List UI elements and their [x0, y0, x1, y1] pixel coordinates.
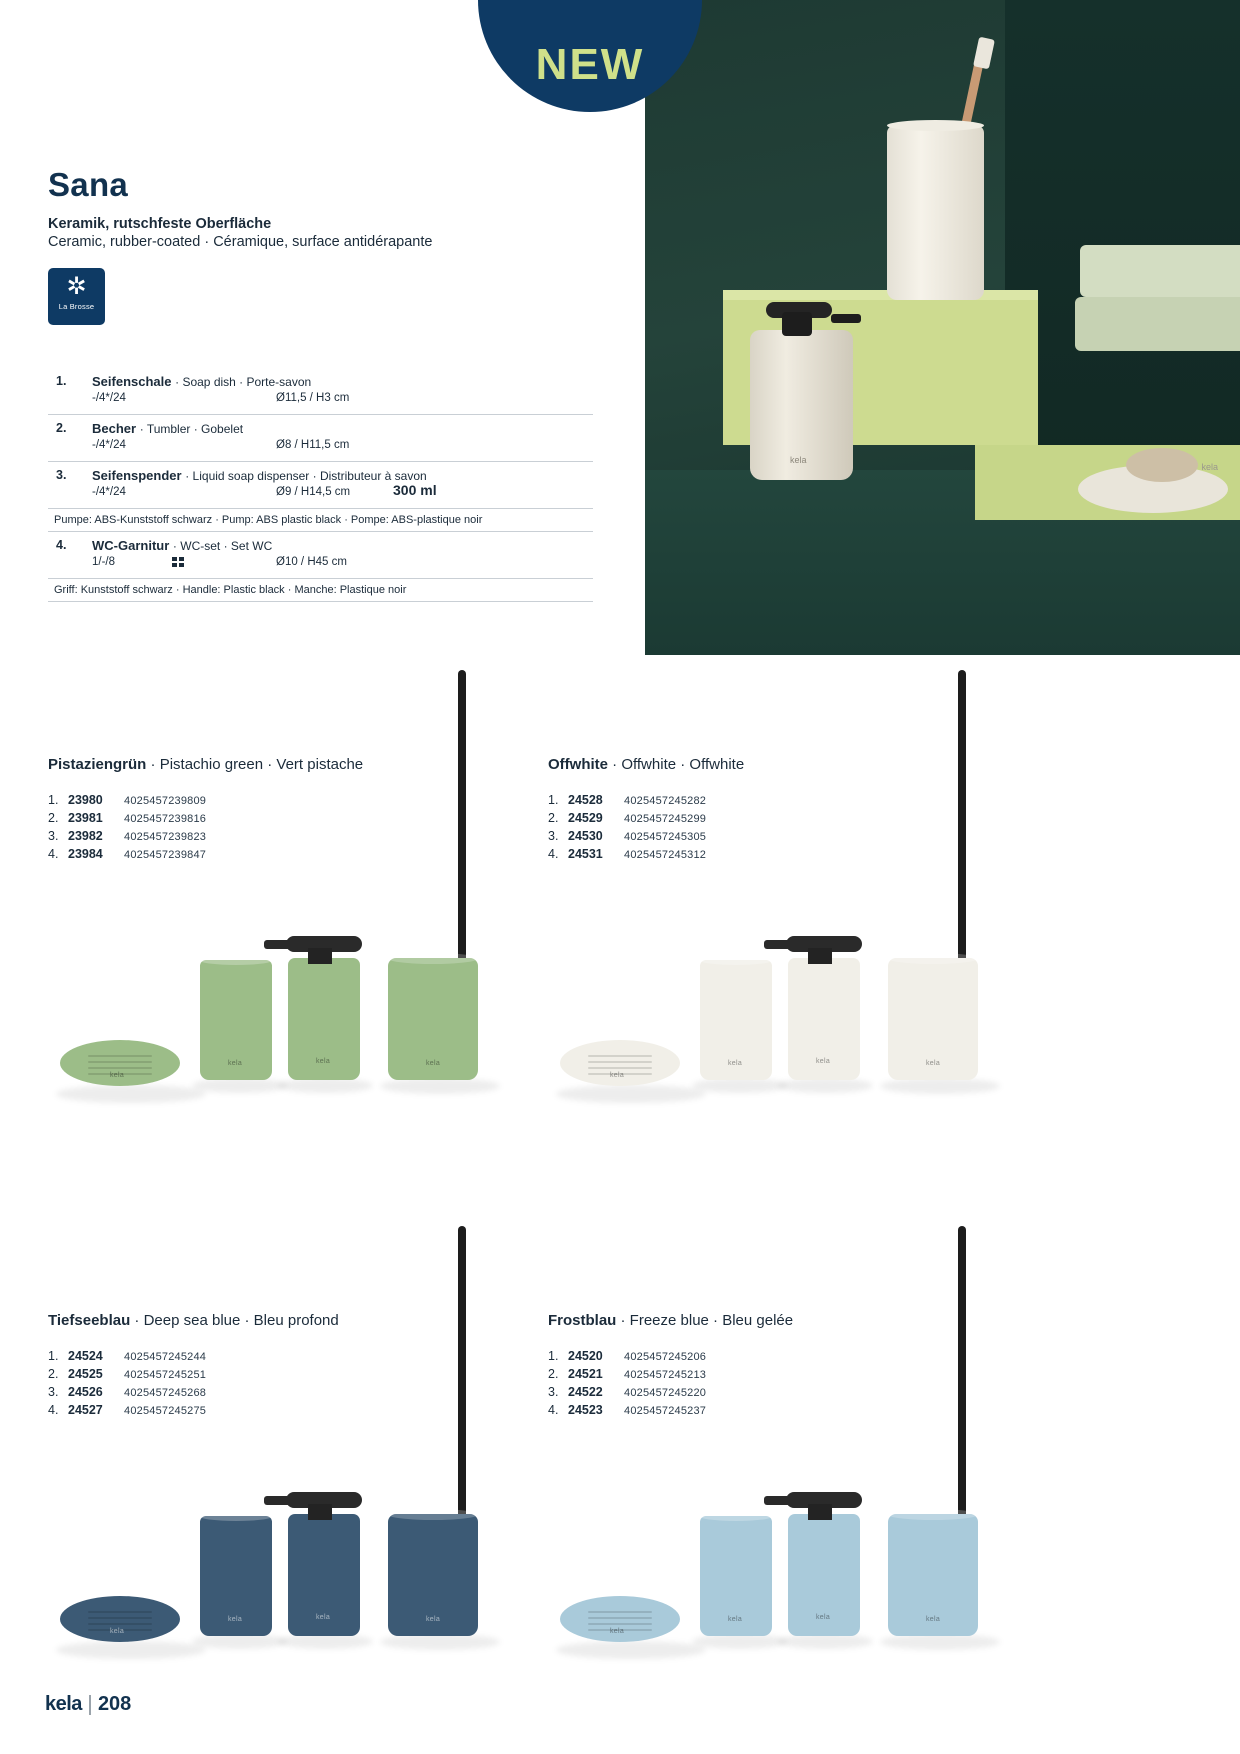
product-shadow: [192, 1078, 287, 1093]
product-logo: kela: [816, 1614, 831, 1621]
product-shadow: [880, 1078, 1000, 1094]
brush-icon: ✲: [66, 273, 87, 300]
wc-brush-handle: [958, 670, 966, 1000]
product-wc-set: [388, 958, 478, 1080]
hero-soap-bar: [1126, 448, 1198, 482]
row-name-translations: · Liquid soap dispenser · Distributeur à savon: [185, 469, 427, 483]
series-header: [48, 166, 593, 250]
soap-dish-ridges: [588, 1611, 652, 1628]
table-row: [48, 368, 593, 415]
dispenser-pump-neck: [308, 948, 332, 964]
product-soap-dish: [60, 1596, 180, 1642]
ean-code: 4025457245220: [624, 1387, 707, 1399]
article-number: 24528: [568, 793, 603, 807]
product-logo: kela: [728, 1060, 743, 1067]
table-row: [48, 532, 593, 579]
row-number: 4.: [56, 538, 67, 552]
ean-code: 4025457245268: [124, 1387, 207, 1399]
article-number: 23980: [68, 793, 103, 807]
row-number: 3.: [56, 468, 67, 482]
product-logo: kela: [728, 1616, 743, 1623]
ean-code: 4025457245312: [624, 849, 707, 861]
la-brosse-label: La Brosse: [58, 302, 95, 311]
product-shadow: [692, 1634, 787, 1649]
item-index: 4.: [48, 1403, 59, 1417]
product-logo: kela: [610, 1628, 625, 1635]
row-name-translations: · Tumbler · Gobelet: [139, 422, 244, 436]
product-group-offwhite: [530, 640, 1000, 1079]
hero-kela-mark-right: kela: [1201, 462, 1218, 472]
page-number: 208: [97, 1693, 132, 1715]
item-index: 2.: [548, 1367, 559, 1381]
table-note: [48, 579, 593, 602]
footer-divider: [89, 1695, 91, 1715]
ean-code: 4025457245275: [124, 1405, 207, 1417]
item-index: 1.: [48, 1349, 59, 1363]
dispenser-pump-neck: [808, 1504, 832, 1520]
new-badge-label: NEW: [535, 40, 645, 89]
variant-color-translations: · Freeze blue · Bleu gelée: [616, 1312, 794, 1329]
product-shadow: [692, 1078, 787, 1093]
product-wc-set: [888, 1514, 978, 1636]
product-logo: kela: [316, 1614, 331, 1621]
product-shadow: [56, 1085, 206, 1103]
product-wc-set: [888, 958, 978, 1080]
pallet-icon: [172, 557, 185, 568]
article-number: 23982: [68, 829, 103, 843]
dispenser-nozzle: [264, 1496, 292, 1505]
product-logo: kela: [110, 1072, 125, 1079]
product-logo: kela: [610, 1072, 625, 1079]
product-wc-set: [388, 1514, 478, 1636]
row-dimensions: Ø10 / H45 cm: [276, 556, 347, 568]
item-index: 3.: [48, 1385, 59, 1399]
hero-tumbler: [887, 125, 984, 300]
product-shadow: [192, 1634, 287, 1649]
item-index: 3.: [548, 1385, 559, 1399]
wc-brush-handle: [958, 1226, 966, 1556]
item-index: 2.: [48, 811, 59, 825]
wc-brush-handle: [458, 670, 466, 1000]
item-index: 1.: [548, 1349, 559, 1363]
hero-product-photo: [645, 0, 1240, 655]
product-logo: kela: [426, 1060, 441, 1067]
item-index: 1.: [48, 793, 59, 807]
row-volume: 300 ml: [393, 482, 437, 498]
product-soap-dish: [560, 1596, 680, 1642]
specification-table: [48, 368, 593, 602]
row-name: [92, 374, 311, 389]
article-number: 24531: [568, 847, 603, 861]
soap-dish-ridges: [88, 1055, 152, 1072]
product-logo: kela: [316, 1058, 331, 1065]
variant-color-name: Offwhite: [548, 756, 608, 773]
item-index: 4.: [48, 847, 59, 861]
ean-code: 4025457245213: [624, 1369, 707, 1381]
page-title: Sana: [48, 166, 129, 203]
row-name-translations: · Soap dish · Porte-savon: [175, 375, 312, 389]
article-number: 24522: [568, 1385, 603, 1399]
article-number: 23981: [68, 811, 103, 825]
dispenser-nozzle: [264, 940, 292, 949]
dispenser-pump-neck: [308, 1504, 332, 1520]
handle-material-note: Griff: Kunststoff schwarz · Handle: Plastic black · Manche: Plastique noir: [54, 584, 407, 596]
article-number: 24525: [68, 1367, 103, 1381]
row-name: [92, 421, 243, 436]
product-logo: kela: [228, 1060, 243, 1067]
item-index: 2.: [548, 811, 559, 825]
row-number: 1.: [56, 374, 67, 388]
article-number: 23984: [68, 847, 103, 861]
product-soap-dish: [560, 1040, 680, 1086]
soap-dish-ridges: [88, 1611, 152, 1628]
product-shadow: [778, 1634, 873, 1649]
article-number: 24527: [68, 1403, 103, 1417]
variant-color-translations: · Offwhite · Offwhite: [608, 756, 745, 773]
dispenser-nozzle: [764, 940, 792, 949]
hero-toothbrush-head: [973, 37, 995, 70]
row-packaging: -/4*/24: [92, 439, 126, 451]
hero-dispenser-pump-neck: [782, 312, 812, 336]
ean-code: 4025457245305: [624, 831, 707, 843]
row-dimensions: Ø11,5 / H3 cm: [276, 392, 350, 404]
product-shadow: [880, 1634, 1000, 1650]
hero-wall: [1005, 0, 1240, 470]
product-soap-dispenser: [788, 958, 860, 1080]
row-name-translations: · WC-set · Set WC: [172, 539, 273, 553]
product-shadow: [278, 1078, 373, 1093]
ean-code: 4025457245206: [624, 1351, 707, 1363]
hero-dispenser-nozzle: [831, 314, 861, 323]
item-index: 4.: [548, 1403, 559, 1417]
product-logo: kela: [926, 1060, 941, 1067]
row-packaging: 1/-/8: [92, 556, 116, 568]
product-group-deep-sea-blue: [30, 1196, 500, 1635]
product-group-pistachio: [30, 640, 500, 1079]
ean-code: 4025457245282: [624, 795, 707, 807]
product-tumbler: [700, 960, 772, 1080]
dispenser-nozzle: [764, 1496, 792, 1505]
brand-logo: kela: [45, 1693, 82, 1715]
page-footer: [45, 1693, 131, 1716]
product-group-freeze-blue: [530, 1196, 1000, 1635]
row-packaging: -/4*/24: [92, 392, 126, 404]
hero-towel-lower: [1075, 297, 1240, 351]
hero-towel-upper: [1080, 245, 1240, 297]
product-shadow: [380, 1078, 500, 1094]
item-index: 4.: [548, 847, 559, 861]
table-row: [48, 462, 593, 509]
product-tumbler: [200, 1516, 272, 1636]
article-number: 24530: [568, 829, 603, 843]
ean-code: 4025457239823: [124, 831, 207, 843]
product-shadow: [556, 1641, 706, 1659]
row-number: 2.: [56, 421, 67, 435]
ean-code: 4025457245299: [624, 813, 707, 825]
product-soap-dispenser: [288, 1514, 360, 1636]
variant-color-translations: · Deep sea blue · Bleu profond: [130, 1312, 339, 1329]
ean-code: 4025457245251: [124, 1369, 207, 1381]
table-row: [48, 415, 593, 462]
row-dimensions: Ø9 / H14,5 cm: [276, 486, 351, 498]
row-packaging: -/4*/24: [92, 486, 126, 498]
article-number: 24524: [68, 1349, 103, 1363]
product-shadow: [778, 1078, 873, 1093]
product-soap-dish: [60, 1040, 180, 1086]
row-name: [92, 538, 272, 553]
product-shadow: [278, 1634, 373, 1649]
product-shadow: [556, 1085, 706, 1103]
product-logo: kela: [110, 1628, 125, 1635]
item-index: 2.: [48, 1367, 59, 1381]
product-tumbler: [200, 960, 272, 1080]
row-name-de: Becher: [92, 421, 137, 436]
dispenser-pump-neck: [808, 948, 832, 964]
row-name: [92, 468, 427, 483]
ean-code: 4025457239809: [124, 795, 207, 807]
row-name-de: Seifenschale: [92, 374, 172, 389]
product-logo: kela: [926, 1616, 941, 1623]
product-shadow: [380, 1634, 500, 1650]
hero-kela-mark-left: kela: [790, 455, 807, 465]
product-soap-dispenser: [288, 958, 360, 1080]
ean-code: 4025457245237: [624, 1405, 707, 1417]
row-name-de: Seifenspender: [92, 468, 182, 483]
description-en: Ceramic, rubber-coated · Céramique, surface antidérapante: [48, 234, 433, 250]
product-tumbler: [700, 1516, 772, 1636]
item-index: 3.: [48, 829, 59, 843]
row-name-de: WC-Garnitur: [92, 538, 170, 553]
row-dimensions: Ø8 / H11,5 cm: [276, 439, 350, 451]
la-brosse-logo: [48, 268, 105, 325]
ean-code: 4025457239847: [124, 849, 207, 861]
table-note: [48, 509, 593, 532]
ean-code: 4025457239816: [124, 813, 207, 825]
item-index: 1.: [548, 793, 559, 807]
article-number: 24523: [568, 1403, 603, 1417]
article-number: 24526: [68, 1385, 103, 1399]
soap-dish-ridges: [588, 1055, 652, 1072]
product-logo: kela: [816, 1058, 831, 1065]
article-number: 24521: [568, 1367, 603, 1381]
product-shadow: [56, 1641, 206, 1659]
product-logo: kela: [228, 1616, 243, 1623]
ean-code: 4025457245244: [124, 1351, 207, 1363]
description-de: Keramik, rutschfeste Oberfläche: [48, 216, 272, 232]
article-number: 24529: [568, 811, 603, 825]
item-index: 3.: [548, 829, 559, 843]
wc-brush-handle: [458, 1226, 466, 1556]
variant-color-name: Frostblau: [548, 1312, 617, 1329]
variant-color-translations: · Pistachio green · Vert pistache: [146, 756, 364, 773]
article-number: 24520: [568, 1349, 603, 1363]
pump-material-note: Pumpe: ABS-Kunststoff schwarz · Pump: ABS plastic black · Pompe: ABS-plastique noir: [54, 514, 483, 526]
variant-color-name: Pistaziengrün: [48, 756, 147, 773]
product-logo: kela: [426, 1616, 441, 1623]
variant-color-name: Tiefseeblau: [48, 1312, 131, 1329]
product-soap-dispenser: [788, 1514, 860, 1636]
